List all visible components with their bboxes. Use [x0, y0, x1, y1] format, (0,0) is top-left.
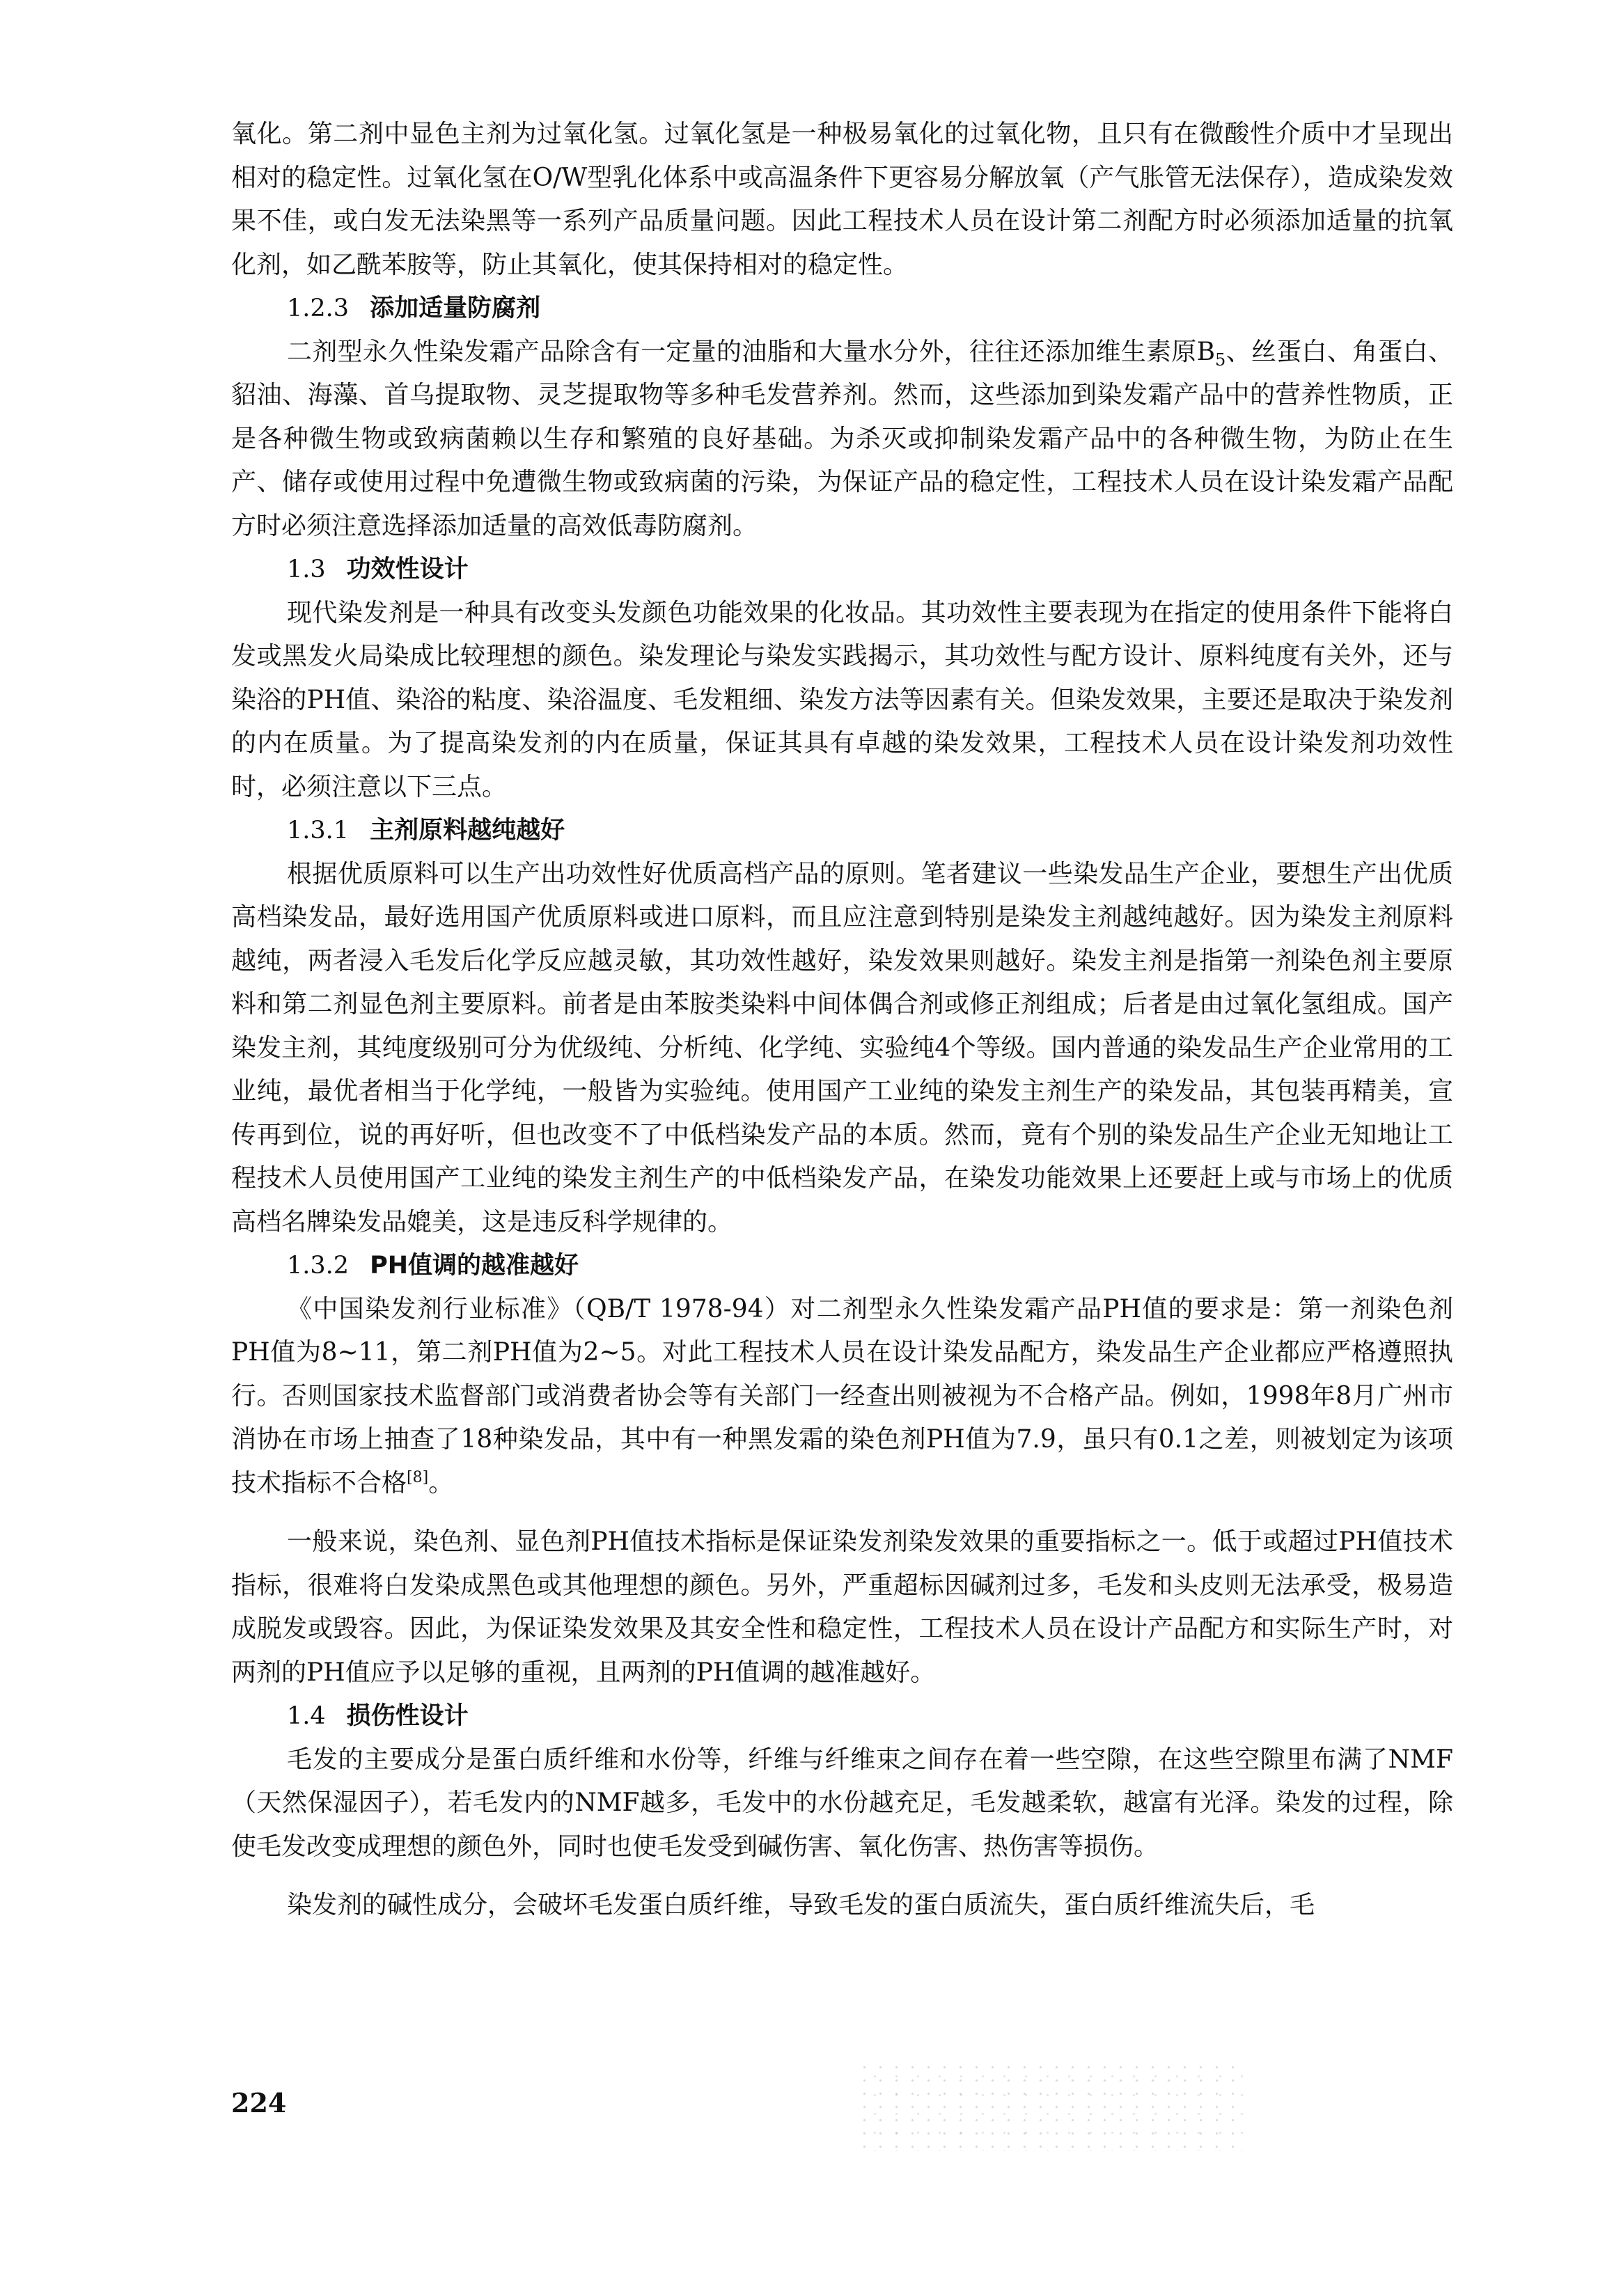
section-title: 损伤性设计 — [346, 1702, 469, 1730]
section-title: 添加适量防腐剂 — [370, 294, 541, 322]
paragraph — [231, 1288, 1453, 1506]
subscript: 5 — [1215, 349, 1226, 370]
paragraph-text: 《中国染发剂行业标准》（QB/T 1978-94）对二剂型永久性染发霜产品PH值的要求是：第一剂染色剂PH值为8~11，第二剂PH值为2~5。对此工程技术人员在设计染发品配方，染发品生产企业都应严格遵照执行。否则国家技术监督部门或消费者协会等有关部门一经查出则被视为不合格产品。例如，1998年8月广州市消协在市场上抽查了18种染发品，其中有一种黑发霜的染色剂PH值为7.9，虽只有0.1之差，则被划定为该项技术指标不合格 — [231, 1294, 1453, 1497]
section-title: 功效性设计 — [346, 556, 469, 583]
section-number: 1.3.2 — [287, 1252, 350, 1280]
paragraph: 根据优质原料可以生产出功效性好优质高档产品的原则。笔者建议一些染发品生产企业，要想生产出优质高档染发品，最好选用国产优质原料或进口原料，而且应注意到特别是染发主剂越纯越好。因为染发主剂原料越纯，两者浸入毛发后化学反应越灵敏，其功效性越好，染发效果则越好。染发主剂是指第一剂染色剂主要原料和第二剂显色剂主要原料。前者是由苯胺类染料中间体偶合剂或修正剂组成；后者是由过氧化氢组成。国产染发主剂，其纯度级别可分为优级纯、分析纯、化学纯、实验纯4个等级。国内普通的染发品生产企业常用的工业纯，最优者相当于化学纯，一般皆为实验纯。使用国产工业纯的染发主剂生产的染发品，其包装再精美，宣传再到位，说的再好听，但也改变不了中低档染发产品的本质。然而，竟有个别的染发品生产企业无知地让工程技术人员使用国产工业纯的染发主剂生产的中低档染发产品，在染发功能效果上还要赶上或与市场上的优质高档名牌染发品媲美，这是违反科学规律的。 — [231, 859, 1453, 1236]
paragraph: 染发剂的碱性成分，会破坏毛发蛋白质纤维，导致毛发的蛋白质流失，蛋白质纤维流失后，毛 — [287, 1891, 1315, 1919]
paragraph: 现代染发剂是一种具有改变头发颜色功能效果的化妆品。其功效性主要表现为在指定的使用条件下能将白发或黑发火局染成比较理想的颜色。染发理论与染发实践揭示，其功效性与配方设计、原料纯度有关外，还与染浴的PH值、染浴的粘度、染浴温度、毛发粗细、染发方法等因素有关。但染发效果，主要还是取决于染发剂的内在质量。为了提高染发剂的内在质量，保证其具有卓越的染发效果，工程技术人员在设计染发剂功效性时，必须注意以下三点。 — [231, 598, 1453, 801]
section-title: 主剂原料越纯越好 — [370, 817, 565, 844]
paragraph-text: 二剂型永久性染发霜产品除含有一定量的油脂和大量水分外，往往还添加维生素原B — [287, 337, 1216, 366]
body-text — [231, 113, 1453, 1928]
section-heading — [231, 809, 1453, 853]
section-title: PH值调的越准越好 — [370, 1252, 579, 1280]
citation-reference: [8] — [407, 1468, 429, 1486]
scan-noise — [856, 2061, 1246, 2151]
section-heading — [231, 287, 1453, 331]
paragraph: 一般来说，染色剂、显色剂PH值技术指标是保证染发剂染发效果的重要指标之一。低于或超过PH值技术指标，很难将白发染成黑色或其他理想的颜色。另外，严重超标因碱剂过多，毛发和头皮则无法承受，极易造成脱发或毁容。因此，为保证染发效果及其安全性和稳定性，工程技术人员在设计产品配方和实际生产时，对两剂的PH值应予以足够的重视，且两剂的PH值调的越准越好。 — [231, 1527, 1453, 1687]
paragraph — [231, 331, 1453, 549]
section-heading — [231, 548, 1453, 592]
paragraph: 氧化。第二剂中显色主剂为过氧化氢。过氧化氢是一种极易氧化的过氧化物，且只有在微酸性介质中才呈现出相对的稳定性。过氧化氢在O/W型乳化体系中或高温条件下更容易分解放氧（产气胀管无法保存），造成染发效果不佳，或白发无法染黑等一系列产品质量问题。因此工程技术人员在设计第二剂配方时必须添加适量的抗氧化剂，如乙酰苯胺等，防止其氧化，使其保持相对的稳定性。 — [231, 120, 1453, 279]
paragraph-text: 、丝蛋白、角蛋白、貂油、海藻、首乌提取物、灵芝提取物等多种毛发营养剂。然而，这些添加到染发霜产品中的营养性物质，正是各种微生物或致病菌赖以生存和繁殖的良好基础。为杀灭或抑制染发霜产品中的各种微生物，为防止在生产、储存或使用过程中免遭微生物或致病菌的污染，为保证产品的稳定性，工程技术人员在设计染发霜产品配方时必须注意选择添加适量的高效低毒防腐剂。 — [231, 337, 1453, 540]
section-number: 1.3.1 — [287, 817, 350, 844]
section-heading — [231, 1695, 1453, 1738]
section-heading — [231, 1244, 1453, 1288]
paragraph-text: 。 — [428, 1468, 454, 1497]
section-number: 1.2.3 — [287, 294, 350, 322]
section-number: 1.3 — [287, 556, 326, 583]
section-number: 1.4 — [287, 1702, 326, 1730]
paragraph: 毛发的主要成分是蛋白质纤维和水份等，纤维与纤维束之间存在着一些空隙，在这些空隙里布满了NMF（天然保湿因子），若毛发内的NMF越多，毛发中的水份越充足，毛发越柔软，越富有光泽。染发的过程，除使毛发改变成理想的颜色外，同时也使毛发受到碱伤害、氧化伤害、热伤害等损伤。 — [231, 1745, 1453, 1861]
page-number: 224 — [231, 2087, 287, 2118]
